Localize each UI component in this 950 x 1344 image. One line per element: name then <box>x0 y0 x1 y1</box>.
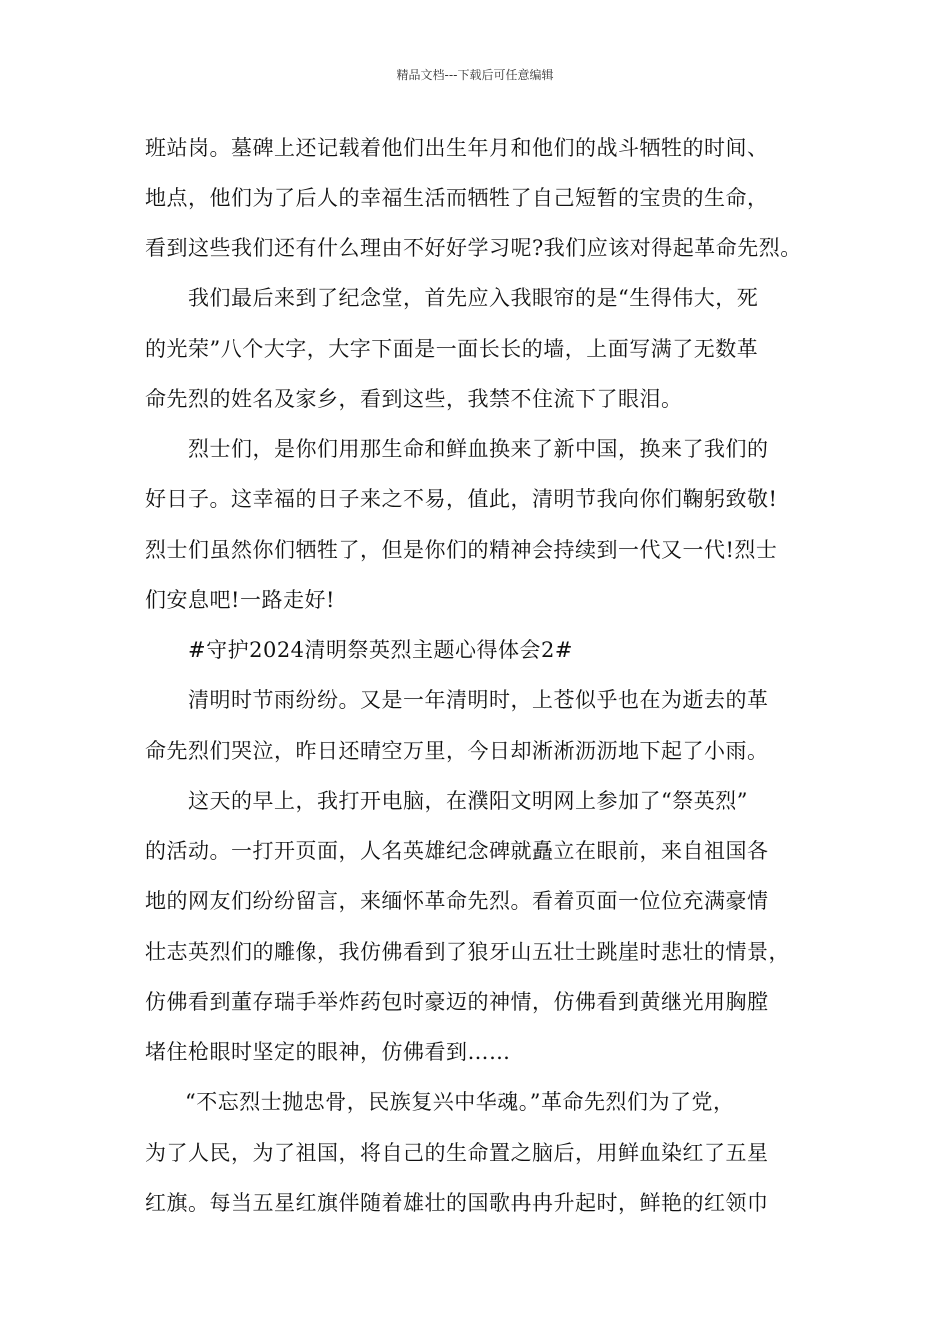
text-line: 烈士们，是你们用那生命和鲜血换来了新中国，换来了我们的 <box>188 437 769 461</box>
text-line: 壮志英烈们的雕像，我仿佛看到了狼牙山五壮士跳崖时悲壮的情景， <box>145 940 790 964</box>
text-line: 烈士们虽然你们牺牲了，但是你们的精神会持续到一代又一代!烈士 <box>145 538 778 562</box>
text-line: 们安息吧!一路走好! <box>145 588 335 612</box>
text-line: 班站岗。墓碑上还记载着他们出生年月和他们的战斗牺牲的时间、 <box>145 136 769 160</box>
text-line: 清明时节雨纷纷。又是一年清明时，上苍似乎也在为逝去的革 <box>188 688 769 712</box>
text-line: 红旗。每当五星红旗伴随着雄壮的国歌冉冉升起时，鲜艳的红领巾 <box>145 1191 769 1215</box>
text-line: 看到这些我们还有什么理由不好好学习呢?我们应该对得起革命先烈。 <box>145 236 802 260</box>
text-line: 命先烈们哭泣，昨日还晴空万里，今日却淅淅沥沥地下起了小雨。 <box>145 739 769 763</box>
text-line: 的光荣”八个大字，大字下面是一面长长的墙，上面写满了无数革 <box>145 337 759 361</box>
text-line: 的活动。一打开页面，人名英雄纪念碑就矗立在眼前，来自祖国各 <box>145 839 769 863</box>
text-line: 好日子。这幸福的日子来之不易，值此，清明节我向你们鞠躬致敬! <box>145 487 778 511</box>
text-line: 地的网友们纷纷留言，来缅怀革命先烈。看着页面一位位充满豪情 <box>145 889 769 913</box>
text-line: 为了人民，为了祖国，将自己的生命置之脑后，用鲜血染红了五星 <box>145 1141 769 1165</box>
section-heading: #守护2024清明祭英烈主题心得体会2# <box>188 638 573 662</box>
text-line: “不忘烈士抛忠骨，民族复兴中华魂。”革命先烈们为了党， <box>185 1090 735 1114</box>
text-line: 堵住枪眼时坚定的眼神，仿佛看到…… <box>145 1040 511 1064</box>
text-line: 地点，他们为了后人的幸福生活而牺牲了自己短暂的宝贵的生命， <box>145 186 769 210</box>
text-line: 仿佛看到董存瑞手举炸药包时豪迈的神情，仿佛看到黄继光用胸膛 <box>145 990 769 1014</box>
page-header: 精品文档---下载后可任意编辑 <box>396 68 554 82</box>
text-line: 我们最后来到了纪念堂，首先应入我眼帘的是“生得伟大，死 <box>188 286 759 310</box>
text-line: 命先烈的姓名及家乡，看到这些，我禁不住流下了眼泪。 <box>145 387 683 411</box>
text-line: 这天的早上，我打开电脑，在濮阳文明网上参加了“祭英烈” <box>188 789 748 813</box>
